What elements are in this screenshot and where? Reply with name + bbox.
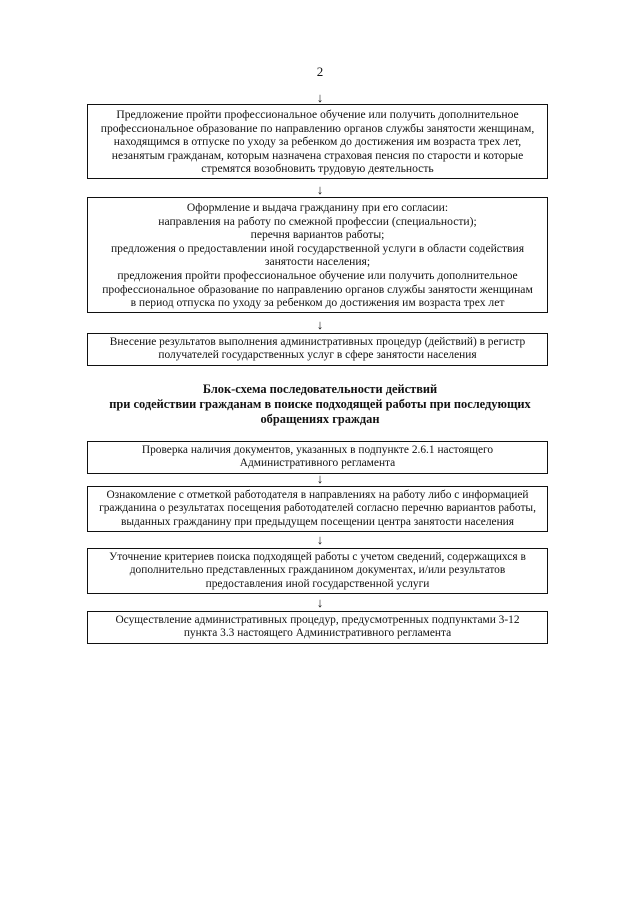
flow-box-check-documents xyxy=(87,441,548,474)
page-number: 2 xyxy=(316,64,324,79)
flow-arrow: ↓ xyxy=(316,471,324,486)
box-text-line: стремятся возобновить трудовую деятельность xyxy=(201,162,434,176)
box-text-line: пункта 3.3 настоящего Административного регламента xyxy=(183,627,452,640)
flow-arrow: ↓ xyxy=(316,317,324,332)
heading-line: Блок-схема последовательности действий xyxy=(202,382,438,396)
box-text-line: предоставления иной государственной услуги xyxy=(205,577,430,590)
box-text-line: Осуществление административных процедур, предусмотренных подпунктами 3-12 xyxy=(115,614,520,626)
flow-box-admin-procedures xyxy=(87,611,548,644)
box-text-line: профессиональное образование по направлению органов службы занятости женщинам, xyxy=(100,121,535,135)
box-text-line: находящимся в отпуске по уходу за ребенком до достижения им возраста трех лет, xyxy=(113,135,522,149)
flow-arrow: ↓ xyxy=(316,532,324,547)
box-text-line: в период отпуска по уходу за ребенком до достижения им возраста трех лет xyxy=(130,296,505,310)
box-text-line: Оформление и выдача гражданину при его согласии: xyxy=(186,201,449,214)
box-text-line: предложения о предоставлении иной государственной услуги в области содействия xyxy=(110,241,525,255)
heading-line: обращениях граждан xyxy=(260,412,380,426)
box-text-line: направления на работу по смежной профессии (специальности); xyxy=(158,214,477,228)
box-text-line: профессиональное образование по направлению органов службы занятости женщинам xyxy=(102,282,533,296)
section-heading xyxy=(0,382,640,427)
box-text-line: Административного регламента xyxy=(239,457,396,470)
box-text-line: Проверка наличия документов, указанных в подпункте 2.6.1 настоящего xyxy=(141,444,494,456)
box-text-line: перечня вариантов работы; xyxy=(250,228,385,242)
flow-box-training-offer xyxy=(87,104,548,179)
flow-box-refine-search-criteria xyxy=(87,548,548,594)
box-text-line: Внесение результатов выполнения административных процедур (действий) в регистр xyxy=(109,336,526,348)
flow-arrow: ↓ xyxy=(316,90,324,105)
box-text-line: получателей государственных услуг в сфере занятости населения xyxy=(158,349,477,362)
box-text-line: выданных гражданину при предыдущем посещении центра занятости населения xyxy=(121,515,514,528)
flow-box-issue-documents xyxy=(87,197,548,313)
box-text-line: Уточнение критериев поиска подходящей работы с учетом сведений, содержащихся в xyxy=(109,551,526,563)
box-text-line: Ознакомление с отметкой работодателя в направлениях на работу либо с информацией xyxy=(106,489,529,501)
heading-line: при содействии гражданам в поиске подходящей работы при последующих xyxy=(109,397,531,411)
flow-box-review-employer-marks xyxy=(87,486,548,532)
box-text-line: предложения пройти профессиональное обучение или получить дополнительное xyxy=(117,268,518,282)
box-text-line: гражданина о результатах посещения работодателей согласно перечню вариантов работы, xyxy=(99,502,536,515)
box-text-line: Предложение пройти профессиональное обучение или получить дополнительное xyxy=(116,108,519,121)
flow-box-register-results xyxy=(87,333,548,366)
box-text-line: дополнительно представленных гражданином документах, и/или результатов xyxy=(129,564,506,577)
box-text-line: незанятым гражданам, которым назначена страховая пенсия по старости и которые xyxy=(111,148,524,162)
flow-arrow: ↓ xyxy=(316,182,324,197)
flow-arrow: ↓ xyxy=(316,595,324,610)
box-text-line: занятости населения; xyxy=(264,255,371,269)
